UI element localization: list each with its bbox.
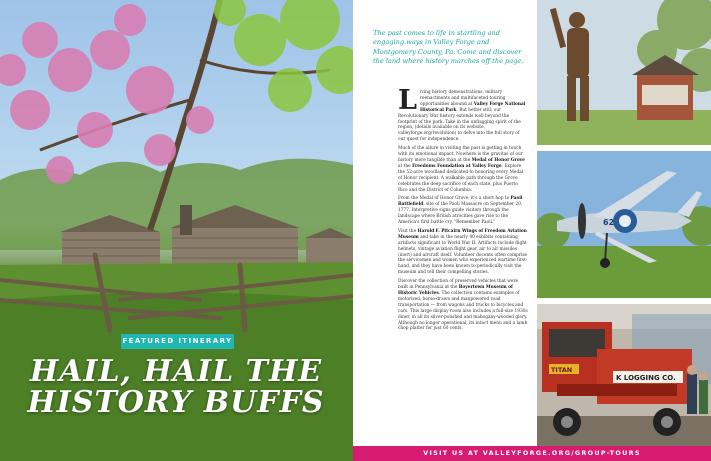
hero-photo — [0, 0, 353, 461]
paragraph-4: Visit the Harold F. Pitcairn Wings of Freedom Aviation Museum and take in the nearly 40 exhibits containing artifacts significant to World War II. Artifacts include flight helmets, vintage aviation flight gear, air to air missiles (inert) and aircraft itself. Volunteer docents often comprise the servicemen and women who experienced wartime first-hand, and they have been known to periodically visit the museum and tell their compelling stories. — [398, 228, 528, 276]
hero-title-line-1: HAIL, HAIL THE — [29, 354, 323, 389]
aircraft-photo — [537, 151, 711, 298]
vintage-truck-photo — [537, 304, 711, 446]
statue-photo — [537, 0, 711, 145]
article-column — [353, 0, 537, 446]
valley-forge-park-link-text: Valley Forge National Historical Park — [419, 101, 526, 113]
paragraph-5: Discover the collection of preserved vehicles that were built in Pennsylvania at the Boyertown Museum of Historic Vehicles. The collection contains examples of motorized, horse-drawn and manpowered road transportation — from wagons and trucks to bicycles and cars. This large display room also includes a full-size 1930s diner, in all its silver-polished and mahogany-wooded glory. Although no longer operational, its intact menu and a lamb chop platter for just 60 cents. — [398, 279, 528, 332]
truck-sign-text: K LOGGING CO. — [616, 374, 676, 382]
paragraph-2: Much of the allure in visiting the past is getting in touch with its emotional impact. Nowhere is the gravitas of our history more tangible than at the Medal of Honor Grove at the Freedoms Foundation at Valley Forge. Explore the 52-acre woodland dedicated to honoring every Medal of Honor recipient. A walkable path through the Grove celebrates the deep sacrifice of each state, plus Puerto Rico and the District of Columbia. — [398, 146, 525, 193]
website-footer-banner[interactable]: VISIT US AT VALLEYFORGE.ORG/GROUP-TOURS — [353, 446, 711, 461]
truck-brand-text: TITAN — [551, 366, 573, 374]
paragraph-1: Living history demonstrations, military reenactments and multifaceted touring opportunities abound at Valley Forge National Historical Park. But better still, our Revolutionary War history extends well beyond the footprint of the park. Take in the unflagging spirit of the region, (details available on its website, valleyforge.org/revolution) to delve into the full story of our quest for independence. — [398, 85, 526, 143]
drop-cap: L — [398, 85, 417, 116]
hero-title — [20, 356, 332, 418]
featured-itinerary-badge: FEATURED ITINERARY — [121, 334, 234, 349]
hero-title-line-2: HISTORY BUFFS — [27, 385, 325, 420]
paragraph-3: From the Medal of Honor Grove, it's a short hop to Paoli Battlefield, site of the Paoli Massacre on September 20, 1777. Interpretive signs guide visitors through the landscape where British atrocities gave rise to the America's first battle cry, "Remember Paoli." — [398, 196, 523, 226]
intro-deck: The past comes to life in startling and engaging ways in Valley Forge and Montgomery County, Pa. Come and discover the land where history marches off the page. — [373, 29, 524, 65]
redbud-blossoms — [0, 4, 214, 184]
plane-number: 62 — [603, 218, 615, 227]
article-body — [398, 85, 528, 335]
